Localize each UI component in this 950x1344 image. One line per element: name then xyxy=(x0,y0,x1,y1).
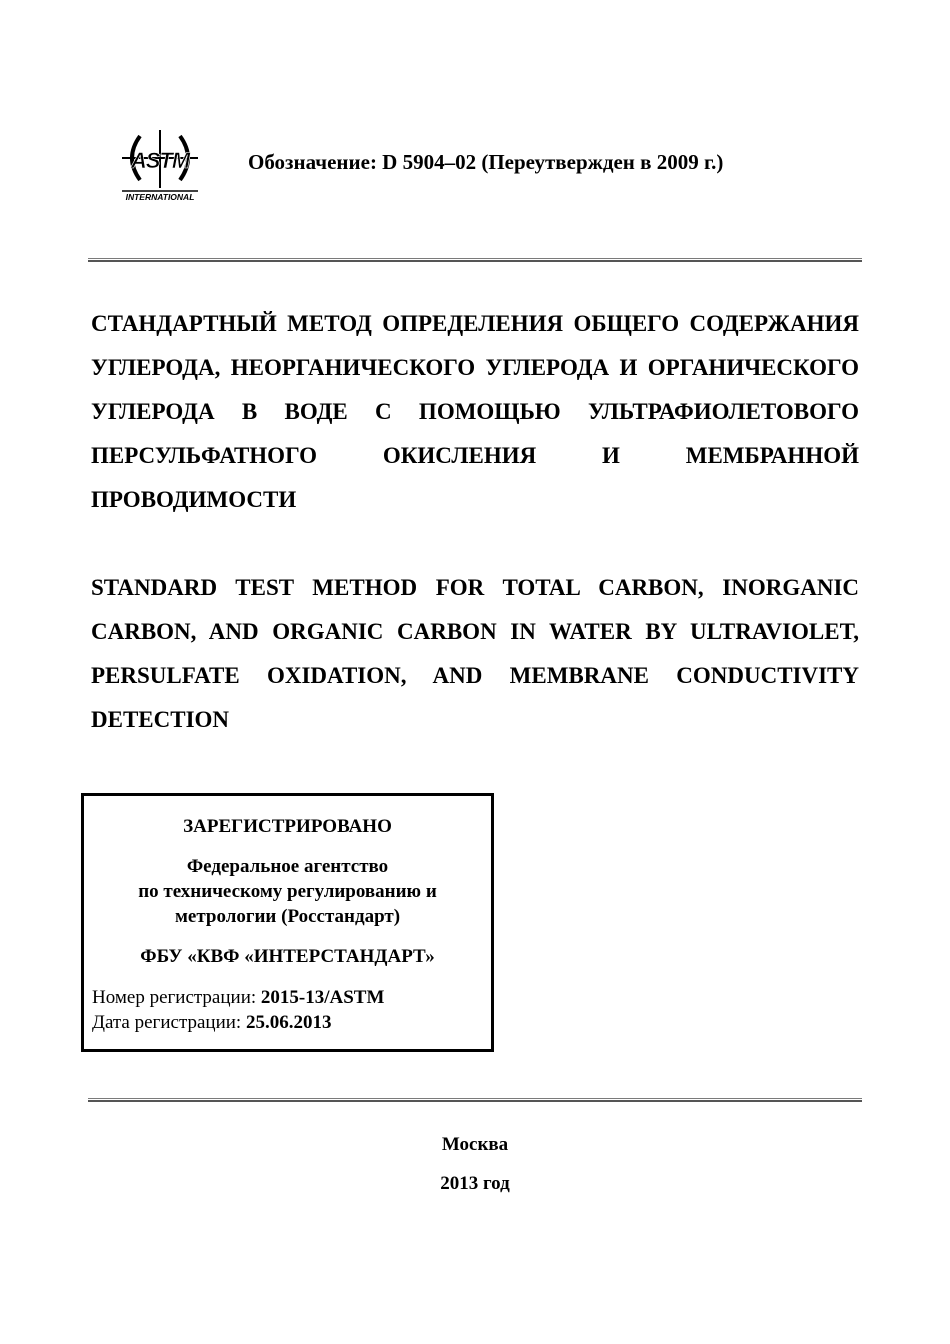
document-designation: Обозначение: D 5904–02 (Переутвержден в 2009 г.) xyxy=(248,150,724,174)
astm-logo-icon xyxy=(118,128,202,204)
agency-line: по техническому регулированию и xyxy=(138,881,437,902)
bottom-divider xyxy=(88,1098,862,1102)
registration-agency xyxy=(84,854,491,929)
registration-heading: ЗАРЕГИСТРИРОВАНО xyxy=(183,816,392,837)
registration-date-value: 25.06.2013 xyxy=(245,1012,332,1033)
astm-logo-letters: ASTM xyxy=(130,148,190,173)
top-divider xyxy=(88,258,862,262)
registration-number xyxy=(92,987,384,1009)
registration-organization: ФБУ «КВФ «ИНТЕРСТАНДАРТ» xyxy=(140,946,435,967)
registration-box xyxy=(81,793,494,1052)
agency-line: Федеральное агентство xyxy=(186,856,389,877)
registration-number-label: Номер регистрации: xyxy=(92,987,257,1008)
title-english: STANDARD TEST METHOD FOR TOTAL CARBON, INORGANIC CARBON, AND ORGANIC CARBON IN WATER BY ULTRAVIOLET, PERSULFATE OXIDATION, AND MEMBRANE CONDUCTIVITY DETECTION xyxy=(91,575,859,732)
title-russian: СТАНДАРТНЫЙ МЕТОД ОПРЕДЕЛЕНИЯ ОБЩЕГО СОДЕРЖАНИЯ УГЛЕРОДА, НЕОРГАНИЧЕСКОГО УГЛЕРОДА И ОРГАНИЧЕСКОГО УГЛЕРОДА В ВОДЕ С ПОМОЩЬЮ УЛЬТРАФИОЛЕТОВОГО ПЕРСУЛЬФАТНОГО ОКИСЛЕНИЯ И МЕМБРАННОЙ ПРОВОДИМОСТИ xyxy=(91,311,859,512)
publication-year: 2013 год xyxy=(440,1173,510,1194)
astm-logo-caption: INTERNATIONAL xyxy=(125,192,195,202)
publication-city: Москва xyxy=(441,1134,509,1155)
agency-line: метрологии (Росстандарт) xyxy=(174,906,401,927)
astm-logo xyxy=(118,128,202,204)
registration-date xyxy=(92,1012,331,1034)
registration-number-value: 2015-13/ASTM xyxy=(260,987,385,1008)
registration-date-label: Дата регистрации: xyxy=(92,1012,242,1033)
